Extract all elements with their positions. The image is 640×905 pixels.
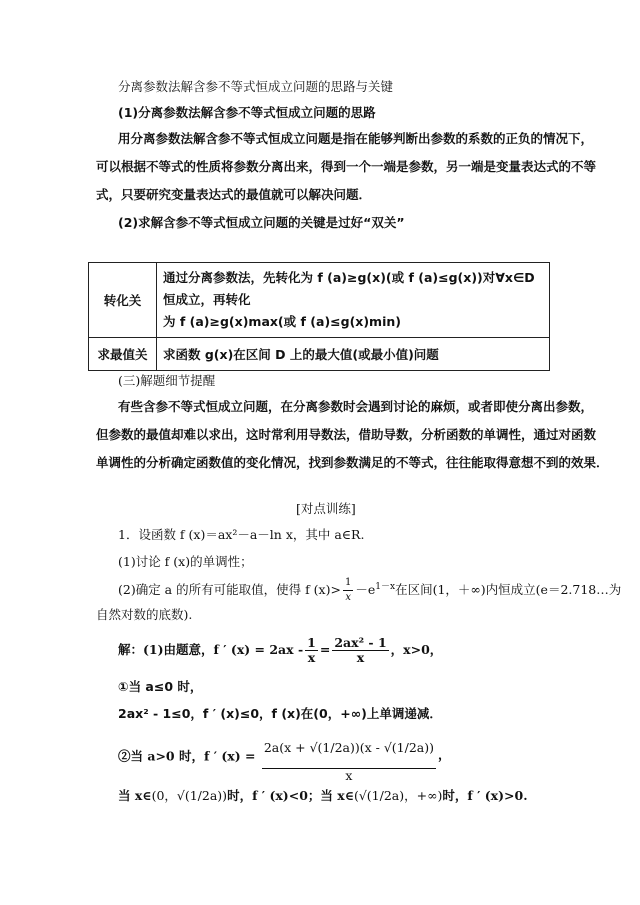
section1-heading: (1)分离参数法解含参不等式恒成立问题的思路: [118, 105, 376, 120]
fraction: $\frac{1}{x}$: [344, 577, 352, 603]
case-text: 当 x∈: [118, 788, 152, 803]
q-text: 在区间(1，＋∞)内恒成立(e＝2.718…为: [395, 582, 622, 597]
case-text: 时，f ′ (x)<0；当 x∈: [227, 788, 354, 803]
table-row: [89, 338, 550, 371]
section1-para-line1: 用分离参数法解含参不等式恒成立问题是指在能够判断出参数的系数的正负的情况下，: [118, 131, 594, 146]
double-key-table: [88, 262, 550, 371]
case-text: ②当 a>0 时，f ′ (x) =: [118, 748, 256, 764]
question-1-part2: (2)确定 a 的所有可能取值，使得 f (x)> $\frac{1}{x}$ $-e^{1-x}$在区间(1，＋∞)内恒成立(e＝2.718…为: [118, 577, 622, 603]
section3-heading: (三)解题细节提醒: [118, 373, 216, 388]
question-1: 1．设函数 f (x)＝ax²－a－ln x，其中 a∈R.: [118, 527, 365, 542]
training-heading: [对点训练]: [296, 501, 356, 516]
table-content-cell: [157, 263, 550, 338]
table-row: [89, 263, 550, 338]
interval: (√(1/2a)，+∞): [353, 788, 443, 803]
solution-line1: [118, 636, 442, 665]
fraction: $\frac{2a(x + √(1/2a))(x - √(1/2a))}{x}$: [262, 728, 436, 783]
page-title: 分离参数法解含参不等式恒成立问题的思路与关键: [118, 79, 394, 94]
table-cell-line: 通过分离参数法，先转化为 f (a)≥g(x)(或 f (a)≤g(x))对∀x∈D 恒成立，再转化: [163, 270, 535, 307]
case-1-detail: 2ax² - 1≤0，f ′ (x)≤0，f (x)在(0，+∞)上单调递减．: [118, 706, 442, 721]
case-2: ②当 a>0 时，f ′ (x) = $\frac{2a(x + √(1/2a))(x - √(1/2a))}{x}$ ，: [118, 728, 451, 783]
section3-para-line2: 但参数的最值却难以求出，这时常利用导数法，借助导数，分析函数的单调性，通过对函数: [96, 427, 597, 442]
section1-para-line3: 式，只要研究变量表达式的最值就可以解决问题．: [96, 187, 372, 202]
case-3: [118, 786, 528, 804]
question-1-part2-cont: 自然对数的底数).: [96, 607, 193, 622]
case-text: 时，f ′ (x)>0.: [442, 788, 528, 803]
table-head-cell: 转化关: [89, 263, 157, 338]
sol-text: =: [319, 642, 331, 657]
question-1-part1: (1)讨论 f (x)的单调性；: [118, 554, 253, 569]
table-cell-line: 为 f (a)≥g(x)max(或 f (a)≤g(x)min): [163, 314, 401, 329]
section2-heading: (2)求解含参不等式恒成立问题的关键是过好“双关”: [118, 215, 405, 230]
section3-para-line1: 有些含参不等式恒成立问题，在分离参数时会遇到讨论的麻烦，或者即使分离出参数，: [118, 399, 594, 414]
interval: (0，√(1/2a)): [151, 788, 228, 803]
case-1: ①当 a≤0 时，: [118, 679, 203, 694]
fraction: $\frac{1}{x}$: [307, 635, 316, 665]
section1-para-line2: 可以根据不等式的性质将参数分离出来，得到一个一端是参数，另一端是变量表达式的不等: [96, 159, 597, 174]
sol-text: 解：(1)由题意，f ′ (x) = 2ax -: [118, 642, 304, 657]
section3-para-line3: 单调性的分析确定函数值的变化情况，找到参数满足的不等式，往往能取得意想不到的效果．: [96, 455, 609, 470]
q-text: (2)确定 a 的所有可能取值，使得 f (x)>: [118, 582, 341, 597]
q-text: －e: [355, 582, 376, 597]
sol-text: ，x>0，: [390, 642, 443, 657]
table-content-cell: 求函数 g(x)在区间 D 上的最大值(或最小值)问题: [157, 338, 550, 371]
fraction: $\frac{\text{2ax² - 1}}{x}$: [334, 635, 387, 665]
table-head-cell: 求最值关: [89, 338, 157, 371]
